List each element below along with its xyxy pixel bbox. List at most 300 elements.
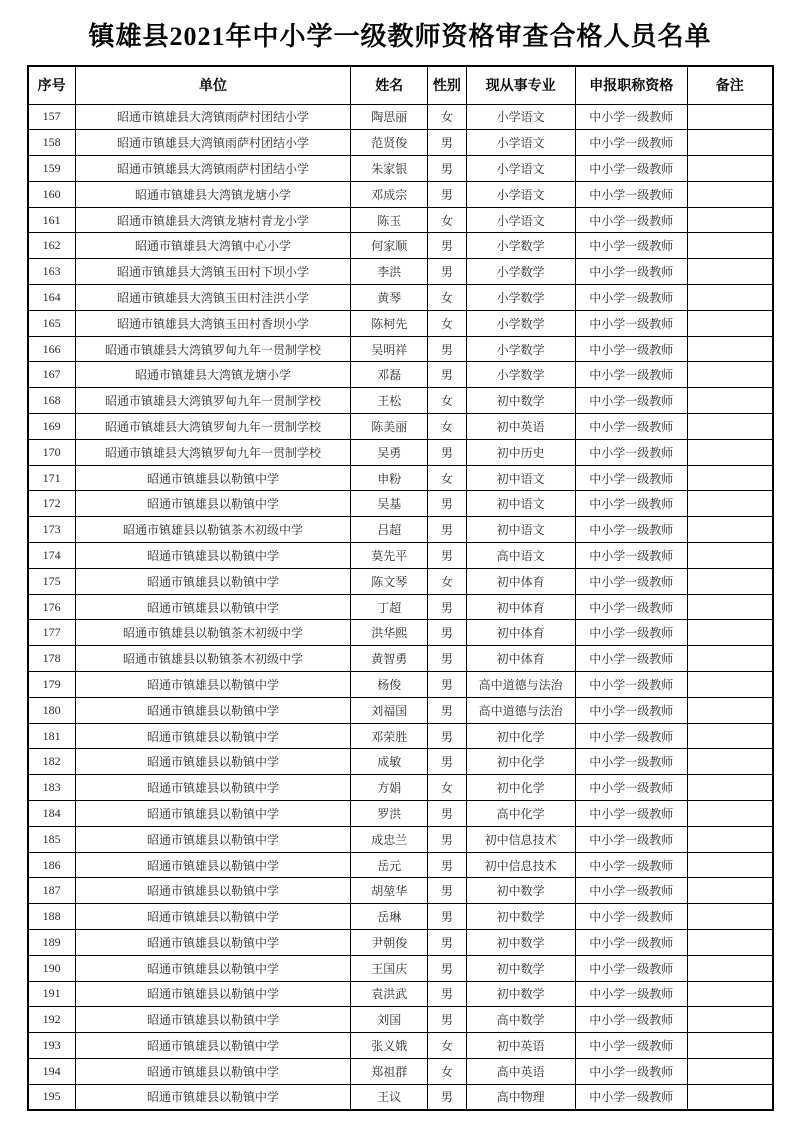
cell-serial-number: 178 xyxy=(28,646,76,672)
cell-gender: 男 xyxy=(428,646,467,672)
cell-unit: 昭通市镇雄县以勒镇中学 xyxy=(75,981,351,1007)
cell-title-qualification: 中小学一级教师 xyxy=(575,388,687,414)
cell-remark xyxy=(688,1084,773,1110)
cell-title-qualification: 中小学一级教师 xyxy=(575,491,687,517)
cell-serial-number: 158 xyxy=(28,130,76,156)
table-header xyxy=(28,66,773,104)
table-row xyxy=(28,104,773,130)
cell-gender: 男 xyxy=(428,156,467,182)
col-header-remark: 备注 xyxy=(688,66,773,104)
cell-gender: 女 xyxy=(428,388,467,414)
cell-name: 陶思丽 xyxy=(351,104,428,130)
table-row xyxy=(28,1007,773,1033)
cell-gender: 女 xyxy=(428,1033,467,1059)
cell-gender: 女 xyxy=(428,775,467,801)
cell-subject: 初中语文 xyxy=(466,517,575,543)
cell-subject: 初中历史 xyxy=(466,439,575,465)
cell-unit: 昭通市镇雄县以勒镇中学 xyxy=(75,878,351,904)
cell-name: 刘福国 xyxy=(351,697,428,723)
cell-remark xyxy=(688,672,773,698)
cell-title-qualification: 中小学一级教师 xyxy=(575,723,687,749)
cell-title-qualification: 中小学一级教师 xyxy=(575,568,687,594)
cell-subject: 小学数学 xyxy=(466,285,575,311)
cell-unit: 昭通市镇雄县大湾镇龙塘小学 xyxy=(75,362,351,388)
cell-unit: 昭通市镇雄县以勒镇中学 xyxy=(75,491,351,517)
cell-serial-number: 159 xyxy=(28,156,76,182)
cell-unit: 昭通市镇雄县以勒镇中学 xyxy=(75,930,351,956)
cell-remark xyxy=(688,362,773,388)
cell-serial-number: 185 xyxy=(28,826,76,852)
table-row xyxy=(28,620,773,646)
table-row xyxy=(28,439,773,465)
cell-subject: 初中数学 xyxy=(466,878,575,904)
cell-remark xyxy=(688,336,773,362)
cell-gender: 男 xyxy=(428,801,467,827)
cell-unit: 昭通市镇雄县大湾镇玉田村香坝小学 xyxy=(75,310,351,336)
cell-remark xyxy=(688,414,773,440)
cell-name: 陈柯先 xyxy=(351,310,428,336)
table-row xyxy=(28,310,773,336)
cell-title-qualification: 中小学一级教师 xyxy=(575,981,687,1007)
cell-gender: 男 xyxy=(428,543,467,569)
cell-title-qualification: 中小学一级教师 xyxy=(575,465,687,491)
cell-unit: 昭通市镇雄县大湾镇雨萨村团结小学 xyxy=(75,130,351,156)
cell-subject: 初中化学 xyxy=(466,749,575,775)
cell-name: 吴基 xyxy=(351,491,428,517)
cell-unit: 昭通市镇雄县以勒镇茶木初级中学 xyxy=(75,646,351,672)
cell-title-qualification: 中小学一级教师 xyxy=(575,517,687,543)
cell-unit: 昭通市镇雄县以勒镇中学 xyxy=(75,955,351,981)
cell-remark xyxy=(688,1033,773,1059)
cell-title-qualification: 中小学一级教师 xyxy=(575,620,687,646)
cell-title-qualification: 中小学一级教师 xyxy=(575,130,687,156)
cell-title-qualification: 中小学一级教师 xyxy=(575,801,687,827)
cell-gender: 男 xyxy=(428,1007,467,1033)
cell-title-qualification: 中小学一级教师 xyxy=(575,362,687,388)
cell-name: 胡堃华 xyxy=(351,878,428,904)
cell-serial-number: 171 xyxy=(28,465,76,491)
cell-gender: 男 xyxy=(428,362,467,388)
cell-remark xyxy=(688,388,773,414)
cell-unit: 昭通市镇雄县大湾镇玉田村下坝小学 xyxy=(75,259,351,285)
table-row xyxy=(28,388,773,414)
cell-gender: 男 xyxy=(428,672,467,698)
cell-unit: 昭通市镇雄县大湾镇玉田村洼洪小学 xyxy=(75,285,351,311)
cell-gender: 女 xyxy=(428,414,467,440)
cell-subject: 小学语文 xyxy=(466,104,575,130)
cell-subject: 高中数学 xyxy=(466,1007,575,1033)
table-row xyxy=(28,672,773,698)
cell-title-qualification: 中小学一级教师 xyxy=(575,878,687,904)
cell-gender: 男 xyxy=(428,697,467,723)
cell-gender: 男 xyxy=(428,594,467,620)
col-header-gender: 性别 xyxy=(428,66,467,104)
cell-name: 张义娥 xyxy=(351,1033,428,1059)
cell-title-qualification: 中小学一级教师 xyxy=(575,310,687,336)
table-row xyxy=(28,156,773,182)
table-row xyxy=(28,233,773,259)
table-row xyxy=(28,362,773,388)
cell-serial-number: 194 xyxy=(28,1058,76,1084)
cell-remark xyxy=(688,181,773,207)
cell-subject: 高中化学 xyxy=(466,801,575,827)
cell-title-qualification: 中小学一级教师 xyxy=(575,1084,687,1110)
cell-remark xyxy=(688,955,773,981)
cell-subject: 初中数学 xyxy=(466,930,575,956)
cell-remark xyxy=(688,156,773,182)
cell-unit: 昭通市镇雄县以勒镇中学 xyxy=(75,826,351,852)
cell-name: 方娟 xyxy=(351,775,428,801)
col-header-no: 序号 xyxy=(28,66,76,104)
table-row xyxy=(28,414,773,440)
table-row xyxy=(28,259,773,285)
cell-title-qualification: 中小学一级教师 xyxy=(575,697,687,723)
cell-gender: 男 xyxy=(428,955,467,981)
cell-gender: 男 xyxy=(428,439,467,465)
cell-subject: 高中道德与法治 xyxy=(466,697,575,723)
cell-subject: 小学语文 xyxy=(466,181,575,207)
cell-subject: 初中语文 xyxy=(466,465,575,491)
table-row xyxy=(28,852,773,878)
cell-unit: 昭通市镇雄县以勒镇中学 xyxy=(75,1084,351,1110)
cell-name: 尹朝俊 xyxy=(351,930,428,956)
cell-remark xyxy=(688,904,773,930)
cell-title-qualification: 中小学一级教师 xyxy=(575,955,687,981)
page-title: 镇雄县2021年中小学一级教师资格审查合格人员名单 xyxy=(88,22,712,51)
cell-unit: 昭通市镇雄县以勒镇中学 xyxy=(75,1007,351,1033)
table-row xyxy=(28,826,773,852)
cell-title-qualification: 中小学一级教师 xyxy=(575,207,687,233)
table-row xyxy=(28,594,773,620)
cell-name: 陈玉 xyxy=(351,207,428,233)
cell-serial-number: 188 xyxy=(28,904,76,930)
cell-name: 吴勇 xyxy=(351,439,428,465)
cell-unit: 昭通市镇雄县以勒镇茶木初级中学 xyxy=(75,620,351,646)
cell-name: 陈美丽 xyxy=(351,414,428,440)
cell-subject: 小学语文 xyxy=(466,130,575,156)
col-header-subject: 现从事专业 xyxy=(466,66,575,104)
cell-serial-number: 177 xyxy=(28,620,76,646)
cell-serial-number: 187 xyxy=(28,878,76,904)
cell-name: 刘国 xyxy=(351,1007,428,1033)
cell-unit: 昭通市镇雄县以勒镇中学 xyxy=(75,594,351,620)
cell-subject: 初中数学 xyxy=(466,388,575,414)
cell-serial-number: 181 xyxy=(28,723,76,749)
cell-serial-number: 170 xyxy=(28,439,76,465)
cell-remark xyxy=(688,233,773,259)
cell-serial-number: 173 xyxy=(28,517,76,543)
col-header-title: 申报职称资格 xyxy=(575,66,687,104)
cell-gender: 男 xyxy=(428,233,467,259)
table-row xyxy=(28,646,773,672)
cell-gender: 男 xyxy=(428,749,467,775)
table-row xyxy=(28,697,773,723)
cell-title-qualification: 中小学一级教师 xyxy=(575,1007,687,1033)
cell-gender: 女 xyxy=(428,207,467,233)
cell-name: 李洪 xyxy=(351,259,428,285)
cell-title-qualification: 中小学一级教师 xyxy=(575,930,687,956)
cell-title-qualification: 中小学一级教师 xyxy=(575,594,687,620)
cell-gender: 男 xyxy=(428,259,467,285)
cell-name: 吕超 xyxy=(351,517,428,543)
cell-unit: 昭通市镇雄县以勒镇中学 xyxy=(75,723,351,749)
cell-gender: 女 xyxy=(428,1058,467,1084)
cell-remark xyxy=(688,491,773,517)
cell-gender: 女 xyxy=(428,310,467,336)
cell-subject: 小学数学 xyxy=(466,336,575,362)
teacher-roster-table xyxy=(27,65,774,1111)
cell-serial-number: 195 xyxy=(28,1084,76,1110)
cell-remark xyxy=(688,439,773,465)
table-row xyxy=(28,930,773,956)
cell-serial-number: 175 xyxy=(28,568,76,594)
cell-title-qualification: 中小学一级教师 xyxy=(575,852,687,878)
cell-unit: 昭通市镇雄县以勒镇中学 xyxy=(75,852,351,878)
cell-name: 黄智勇 xyxy=(351,646,428,672)
cell-unit: 昭通市镇雄县以勒镇中学 xyxy=(75,543,351,569)
cell-name: 邓荣胜 xyxy=(351,723,428,749)
cell-serial-number: 176 xyxy=(28,594,76,620)
cell-gender: 男 xyxy=(428,981,467,1007)
cell-remark xyxy=(688,801,773,827)
cell-gender: 男 xyxy=(428,904,467,930)
cell-subject: 小学语文 xyxy=(466,156,575,182)
cell-subject: 初中语文 xyxy=(466,491,575,517)
cell-name: 王松 xyxy=(351,388,428,414)
cell-gender: 男 xyxy=(428,878,467,904)
cell-subject: 高中物理 xyxy=(466,1084,575,1110)
cell-gender: 男 xyxy=(428,723,467,749)
col-header-unit: 单位 xyxy=(75,66,351,104)
cell-remark xyxy=(688,981,773,1007)
cell-remark xyxy=(688,1007,773,1033)
cell-gender: 男 xyxy=(428,181,467,207)
cell-unit: 昭通市镇雄县以勒镇中学 xyxy=(75,697,351,723)
cell-unit: 昭通市镇雄县以勒镇中学 xyxy=(75,749,351,775)
cell-serial-number: 184 xyxy=(28,801,76,827)
cell-subject: 初中数学 xyxy=(466,904,575,930)
cell-title-qualification: 中小学一级教师 xyxy=(575,646,687,672)
header-row xyxy=(28,66,773,104)
cell-name: 黄琴 xyxy=(351,285,428,311)
cell-remark xyxy=(688,1058,773,1084)
cell-gender: 女 xyxy=(428,568,467,594)
cell-gender: 男 xyxy=(428,826,467,852)
cell-name: 杨俊 xyxy=(351,672,428,698)
cell-serial-number: 186 xyxy=(28,852,76,878)
cell-unit: 昭通市镇雄县以勒镇中学 xyxy=(75,775,351,801)
table-row xyxy=(28,491,773,517)
cell-serial-number: 169 xyxy=(28,414,76,440)
cell-serial-number: 191 xyxy=(28,981,76,1007)
table-row xyxy=(28,465,773,491)
cell-serial-number: 193 xyxy=(28,1033,76,1059)
cell-name: 何家顺 xyxy=(351,233,428,259)
table-row xyxy=(28,336,773,362)
cell-serial-number: 164 xyxy=(28,285,76,311)
cell-unit: 昭通市镇雄县大湾镇中心小学 xyxy=(75,233,351,259)
cell-serial-number: 172 xyxy=(28,491,76,517)
cell-title-qualification: 中小学一级教师 xyxy=(575,672,687,698)
cell-unit: 昭通市镇雄县以勒镇中学 xyxy=(75,1033,351,1059)
cell-name: 邓磊 xyxy=(351,362,428,388)
cell-subject: 初中信息技术 xyxy=(466,852,575,878)
table-row xyxy=(28,1084,773,1110)
cell-remark xyxy=(688,285,773,311)
cell-gender: 女 xyxy=(428,465,467,491)
cell-serial-number: 190 xyxy=(28,955,76,981)
cell-remark xyxy=(688,723,773,749)
cell-name: 丁超 xyxy=(351,594,428,620)
cell-name: 袁洪武 xyxy=(351,981,428,1007)
cell-subject: 初中英语 xyxy=(466,414,575,440)
cell-title-qualification: 中小学一级教师 xyxy=(575,285,687,311)
cell-remark xyxy=(688,826,773,852)
table-row xyxy=(28,517,773,543)
cell-remark xyxy=(688,646,773,672)
cell-name: 莫先平 xyxy=(351,543,428,569)
cell-subject: 初中体育 xyxy=(466,620,575,646)
cell-unit: 昭通市镇雄县以勒镇中学 xyxy=(75,568,351,594)
cell-title-qualification: 中小学一级教师 xyxy=(575,414,687,440)
cell-serial-number: 157 xyxy=(28,104,76,130)
cell-remark xyxy=(688,930,773,956)
cell-serial-number: 183 xyxy=(28,775,76,801)
cell-name: 邓成宗 xyxy=(351,181,428,207)
cell-gender: 男 xyxy=(428,852,467,878)
cell-remark xyxy=(688,259,773,285)
cell-remark xyxy=(688,543,773,569)
cell-title-qualification: 中小学一级教师 xyxy=(575,156,687,182)
table-row xyxy=(28,285,773,311)
cell-remark xyxy=(688,104,773,130)
cell-serial-number: 192 xyxy=(28,1007,76,1033)
cell-subject: 高中英语 xyxy=(466,1058,575,1084)
cell-serial-number: 174 xyxy=(28,543,76,569)
cell-name: 成忠兰 xyxy=(351,826,428,852)
cell-gender: 男 xyxy=(428,130,467,156)
cell-subject: 高中语文 xyxy=(466,543,575,569)
cell-subject: 初中数学 xyxy=(466,981,575,1007)
cell-serial-number: 180 xyxy=(28,697,76,723)
cell-title-qualification: 中小学一级教师 xyxy=(575,1033,687,1059)
cell-remark xyxy=(688,465,773,491)
cell-subject: 初中体育 xyxy=(466,646,575,672)
cell-unit: 昭通市镇雄县以勒镇中学 xyxy=(75,672,351,698)
cell-subject: 小学数学 xyxy=(466,233,575,259)
cell-remark xyxy=(688,207,773,233)
cell-gender: 男 xyxy=(428,1084,467,1110)
cell-title-qualification: 中小学一级教师 xyxy=(575,104,687,130)
cell-remark xyxy=(688,749,773,775)
cell-unit: 昭通市镇雄县大湾镇罗甸九年一贯制学校 xyxy=(75,414,351,440)
table-row xyxy=(28,543,773,569)
cell-subject: 初中英语 xyxy=(466,1033,575,1059)
cell-remark xyxy=(688,852,773,878)
cell-unit: 昭通市镇雄县以勒镇中学 xyxy=(75,1058,351,1084)
table-row xyxy=(28,878,773,904)
cell-unit: 昭通市镇雄县大湾镇雨萨村团结小学 xyxy=(75,156,351,182)
cell-title-qualification: 中小学一级教师 xyxy=(575,775,687,801)
cell-serial-number: 163 xyxy=(28,259,76,285)
cell-gender: 女 xyxy=(428,104,467,130)
cell-title-qualification: 中小学一级教师 xyxy=(575,181,687,207)
table-row xyxy=(28,801,773,827)
cell-remark xyxy=(688,697,773,723)
cell-remark xyxy=(688,594,773,620)
cell-serial-number: 160 xyxy=(28,181,76,207)
cell-serial-number: 168 xyxy=(28,388,76,414)
cell-unit: 昭通市镇雄县以勒镇中学 xyxy=(75,465,351,491)
cell-name: 洪华熙 xyxy=(351,620,428,646)
cell-title-qualification: 中小学一级教师 xyxy=(575,439,687,465)
cell-remark xyxy=(688,310,773,336)
table-row xyxy=(28,1033,773,1059)
cell-subject: 高中道德与法治 xyxy=(466,672,575,698)
cell-subject: 初中体育 xyxy=(466,594,575,620)
cell-unit: 昭通市镇雄县大湾镇罗甸九年一贯制学校 xyxy=(75,439,351,465)
cell-unit: 昭通市镇雄县大湾镇雨萨村团结小学 xyxy=(75,104,351,130)
cell-serial-number: 165 xyxy=(28,310,76,336)
cell-name: 范贤俊 xyxy=(351,130,428,156)
cell-serial-number: 162 xyxy=(28,233,76,259)
cell-unit: 昭通市镇雄县大湾镇罗甸九年一贯制学校 xyxy=(75,336,351,362)
cell-serial-number: 182 xyxy=(28,749,76,775)
cell-subject: 小学数学 xyxy=(466,310,575,336)
cell-name: 王国庆 xyxy=(351,955,428,981)
cell-name: 吴明祥 xyxy=(351,336,428,362)
cell-title-qualification: 中小学一级教师 xyxy=(575,259,687,285)
cell-name: 罗洪 xyxy=(351,801,428,827)
table-row xyxy=(28,1058,773,1084)
cell-name: 成敏 xyxy=(351,749,428,775)
cell-subject: 初中数学 xyxy=(466,955,575,981)
cell-remark xyxy=(688,878,773,904)
cell-gender: 男 xyxy=(428,930,467,956)
cell-remark xyxy=(688,620,773,646)
cell-unit: 昭通市镇雄县大湾镇龙塘小学 xyxy=(75,181,351,207)
cell-unit: 昭通市镇雄县以勒镇中学 xyxy=(75,801,351,827)
cell-title-qualification: 中小学一级教师 xyxy=(575,1058,687,1084)
cell-name: 朱家银 xyxy=(351,156,428,182)
table-row xyxy=(28,130,773,156)
cell-remark xyxy=(688,130,773,156)
table-row xyxy=(28,181,773,207)
cell-title-qualification: 中小学一级教师 xyxy=(575,543,687,569)
cell-remark xyxy=(688,517,773,543)
cell-gender: 男 xyxy=(428,620,467,646)
table-row xyxy=(28,207,773,233)
cell-serial-number: 167 xyxy=(28,362,76,388)
cell-name: 陈文琴 xyxy=(351,568,428,594)
cell-serial-number: 166 xyxy=(28,336,76,362)
table-row xyxy=(28,981,773,1007)
cell-name: 郑祖群 xyxy=(351,1058,428,1084)
cell-gender: 男 xyxy=(428,336,467,362)
cell-gender: 男 xyxy=(428,491,467,517)
cell-unit: 昭通市镇雄县以勒镇茶木初级中学 xyxy=(75,517,351,543)
cell-title-qualification: 中小学一级教师 xyxy=(575,233,687,259)
cell-serial-number: 189 xyxy=(28,930,76,956)
cell-title-qualification: 中小学一级教师 xyxy=(575,749,687,775)
table-body xyxy=(28,104,773,1110)
cell-gender: 男 xyxy=(428,517,467,543)
cell-remark xyxy=(688,568,773,594)
table-row xyxy=(28,775,773,801)
cell-serial-number: 179 xyxy=(28,672,76,698)
cell-subject: 小学语文 xyxy=(466,207,575,233)
cell-subject: 小学数学 xyxy=(466,362,575,388)
